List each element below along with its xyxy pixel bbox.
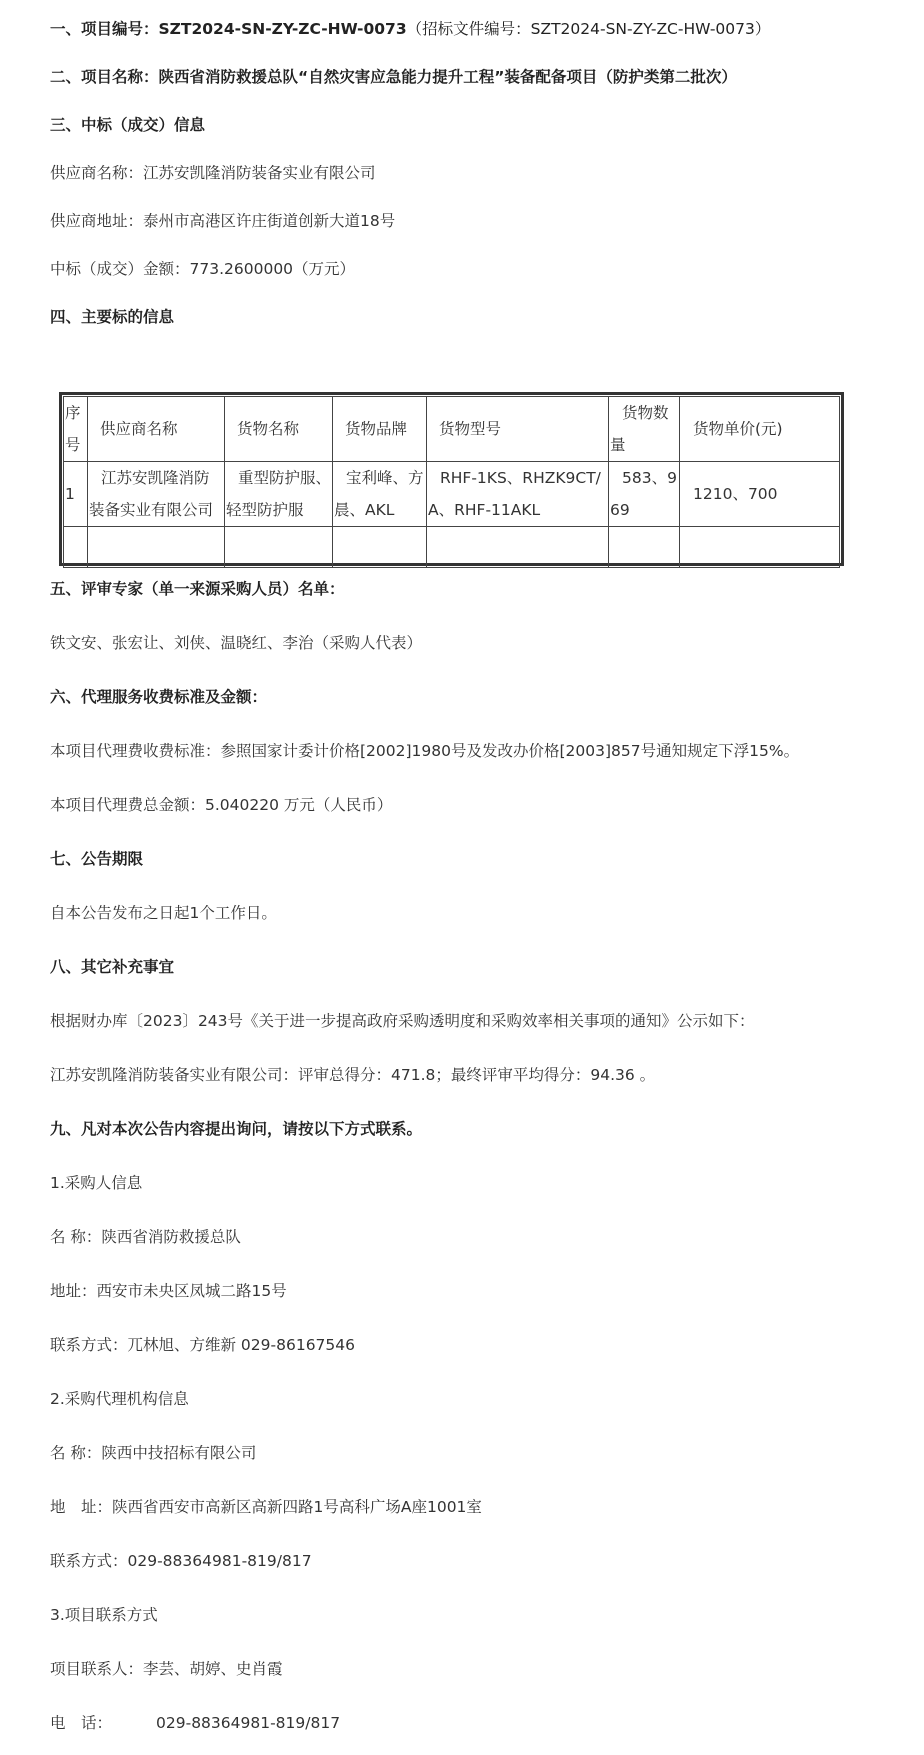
header-goods-name: 货物名称 (225, 397, 333, 462)
empty-cell (609, 527, 680, 568)
cell-unit-price: 1210、700 (680, 462, 840, 527)
project-contact-title: 3.项目联系方式 (50, 1606, 158, 1624)
supplier-address: 供应商地址：泰州市高港区许庄街道创新大道18号 (50, 212, 396, 230)
notice-period: 自本公告发布之日起1个工作日。 (50, 904, 277, 922)
section-experts: 五、评审专家（单一来源采购人员）名单： (50, 580, 345, 598)
table-header-row (64, 397, 840, 462)
empty-cell (225, 527, 333, 568)
project-phone (50, 1712, 340, 1734)
section-notice-period: 七、公告期限 (50, 850, 144, 868)
main-items-table (63, 396, 840, 568)
section-main-items: 四、主要标的信息 (50, 308, 175, 326)
phone-label: 电 话： (50, 1714, 113, 1732)
empty-cell (680, 527, 840, 568)
buyer-info-title: 1.采购人信息 (50, 1174, 143, 1192)
cell-brand: 宝利峰、方晨、AKL (333, 462, 427, 527)
project-contact-people: 项目联系人：李芸、胡婷、史肖霞 (50, 1660, 283, 1678)
empty-cell (427, 527, 609, 568)
header-unit-price: 货物单价(元) (680, 397, 840, 462)
cell-supplier: 江苏安凯隆消防装备实业有限公司 (88, 462, 225, 527)
expert-list: 铁文安、张宏让、刘侠、温晓红、李治（采购人代表） (50, 634, 423, 652)
empty-cell (333, 527, 427, 568)
main-items-table-frame (59, 392, 844, 566)
evaluation-score: 江苏安凯隆消防装备实业有限公司：评审总得分：471.8；最终评审平均得分：94.36 。 (50, 1066, 656, 1084)
supplementary-note: 根据财办库〔2023〕243号《关于进一步提高政府采购透明度和采购效率相关事项的通知》公示如下： (50, 1012, 755, 1030)
header-quantity: 货物数量 (609, 397, 680, 462)
award-amount: 中标（成交）金额：773.2600000（万元） (50, 260, 356, 278)
fee-standard: 本项目代理费收费标准：参照国家计委计价格[2002]1980号及发改办价格[2003]857号通知规定下浮15%。 (50, 742, 800, 760)
project-number-label: 一、项目编号： (50, 20, 159, 38)
table-row (64, 462, 840, 527)
agency-name: 名 称：陕西中技招标有限公司 (50, 1444, 257, 1462)
fee-total: 本项目代理费总金额：5.040220 万元（人民币） (50, 796, 393, 814)
empty-cell (64, 527, 88, 568)
cell-model: RHF-1KS、RHZK9CT/A、RHF-11AKL (427, 462, 609, 527)
section-project-name: 二、项目名称：陕西省消防救援总队“自然灾害应急能力提升工程”装备配备项目（防护类第二批次） (50, 68, 737, 86)
tender-file-number: （招标文件编号：SZT2024-SN-ZY-ZC-HW-0073） (406, 20, 771, 38)
buyer-address: 地址：西安市未央区凤城二路15号 (50, 1282, 287, 1300)
buyer-name: 名 称：陕西省消防救援总队 (50, 1228, 241, 1246)
phone-value: 029-88364981-819/817 (156, 1714, 341, 1732)
project-number-code: SZT2024-SN-ZY-ZC-HW-0073 (158, 20, 407, 38)
section-supplementary: 八、其它补充事宜 (50, 958, 175, 976)
agency-contact: 联系方式：029-88364981-819/817 (50, 1552, 312, 1570)
section-project-number (50, 18, 770, 40)
buyer-contact: 联系方式：兀林旭、方维新 029-86167546 (50, 1336, 355, 1354)
cell-goods-name: 重型防护服、轻型防护服 (225, 462, 333, 527)
header-index: 序号 (64, 397, 88, 462)
section-agency-fee: 六、代理服务收费标准及金额： (50, 688, 268, 706)
cell-quantity: 583、969 (609, 462, 680, 527)
empty-cell (88, 527, 225, 568)
supplier-name: 供应商名称：江苏安凯隆消防装备实业有限公司 (50, 164, 376, 182)
header-supplier: 供应商名称 (88, 397, 225, 462)
agency-info-title: 2.采购代理机构信息 (50, 1390, 189, 1408)
header-brand: 货物品牌 (333, 397, 427, 462)
cell-index: 1 (64, 462, 88, 527)
section-award-info: 三、中标（成交）信息 (50, 116, 206, 134)
section-contact: 九、凡对本次公告内容提出询问，请按以下方式联系。 (50, 1120, 423, 1138)
table-empty-row (64, 527, 840, 568)
header-model: 货物型号 (427, 397, 609, 462)
agency-address: 地 址：陕西省西安市高新区高新四路1号高科广场A座1001室 (50, 1498, 482, 1516)
